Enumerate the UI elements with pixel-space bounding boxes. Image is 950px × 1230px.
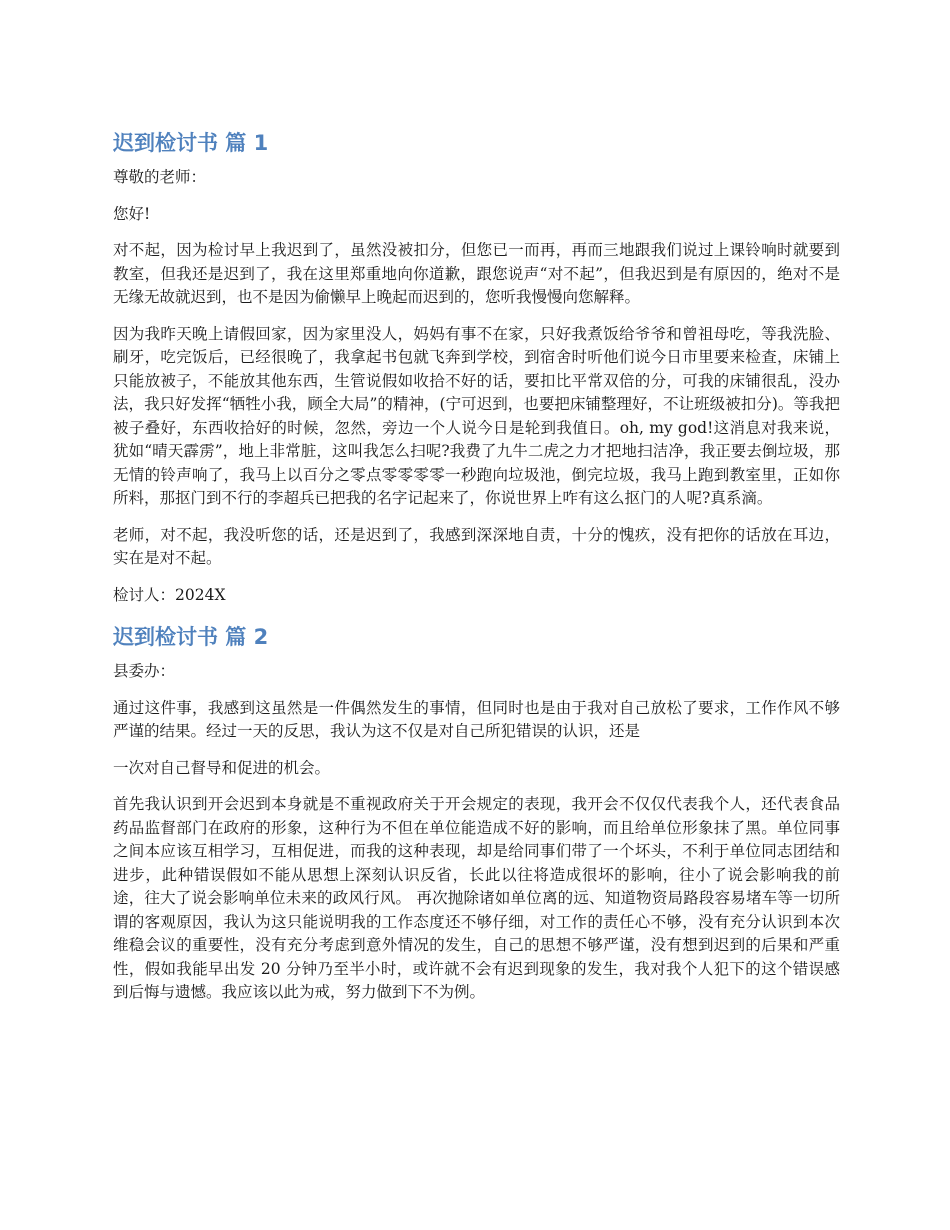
section-title: 迟到检讨书 篇 1 bbox=[113, 131, 269, 155]
signature-line: 检讨人：2024X bbox=[113, 585, 226, 604]
body-paragraph: 一次对自己督导和促进的机会。 bbox=[113, 758, 331, 777]
body-paragraph: 首先我认识到开会迟到本身就是不重视政府关于开会规定的表现，我开会不仅仅代表我个人，还代表食品药品监督部门在政府的形象，这种行为不但在单位能造成不好的影响，而且给单位形象抹了黑。单位同事之间本应该互相学习，互相促进，而我的这种表现，却是给同事们带了一个坏头，不利于单位同志团结和进步，此种错误假如不能从思想上深刻认识反省，长此以往将造成很坏的影响，往小了说会影响我的前途，往大了说会影响单位未来的政风行风。 再次抛除诸如单位离的远、知道物资局路段容易堵车等一切所谓的客观原因，我认为这只能说明我的工作态度还不够仔细，对工作的责任心不够，没有充分认识到本次维稳会议的重要性，没有充分考虑到意外情况的发生，自己的思想不够严谨，没有想到迟到的后果和严重性，假如我能早出发 20 分钟乃至半小时，或许就不会有迟到现象的发生，我对我个人犯下的这个错误感到后悔与遗憾。我应该以此为戒，努力做到下不为例。 bbox=[113, 795, 840, 1001]
greeting: 您好! bbox=[113, 204, 151, 223]
salutation: 县委办： bbox=[113, 662, 176, 680]
document-page bbox=[113, 126, 840, 1018]
salutation: 尊敬的老师： bbox=[113, 168, 207, 186]
body-paragraph: 因为我昨天晚上请假回家，因为家里没人，妈妈有事不在家，只好我煮饭给爷爷和曾祖母吃，等我洗脸、刷牙，吃完饭后，已经很晚了，我拿起书包就飞奔到学校，到宿舍时听他们说今日市里要来检查，床铺上只能放被子，不能放其他东西，生管说假如收拾不好的话，要扣比平常双倍的分，可我的床铺很乱，没办法，我只好发挥“牺牲小我，顾全大局”的精神，(宁可迟到，也要把床铺整理好，不让班级被扣分)。等我把被子叠好，东西收拾好的时候，忽然，旁边一个人说今日是轮到我值日。oh, my god!这消息对我来说，犹如“晴天霹雳”，地上非常脏，这叫我怎么扫呢?我费了九牛二虎之力才把地扫洁净，我正要去倒垃圾，那无情的铃声响了，我马上以百分之零点零零零零一秒跑向垃圾池，倒完垃圾，我马上跑到教室里，正如你所料，那抠门到不行的李超兵已把我的名字记起来了，你说世界上咋有这么抠门的人呢?真系滴。 bbox=[113, 324, 840, 507]
body-paragraph: 对不起，因为检讨早上我迟到了，虽然没被扣分，但您已一而再，再而三地跟我们说过上课铃响时就要到教室，但我还是迟到了，我在这里郑重地向你道歉，跟您说声“对不起”，但我迟到是有原因的，绝对不是无缘无故就迟到，也不是因为偷懒早上晚起而迟到的，您听我慢慢向您解释。 bbox=[113, 241, 840, 306]
body-paragraph: 老师，对不起，我没听您的话，还是迟到了，我感到深深地自责，十分的愧疚，没有把你的话放在耳边，实在是对不起。 bbox=[113, 525, 840, 567]
body-paragraph: 通过这件事，我感到这虽然是一件偶然发生的事情，但同时也是由于我对自己放松了要求，工作作风不够严谨的结果。经过一天的反思，我认为这不仅是对自己所犯错误的认识，还是 bbox=[113, 698, 840, 740]
section-title: 迟到检讨书 篇 2 bbox=[113, 625, 269, 649]
